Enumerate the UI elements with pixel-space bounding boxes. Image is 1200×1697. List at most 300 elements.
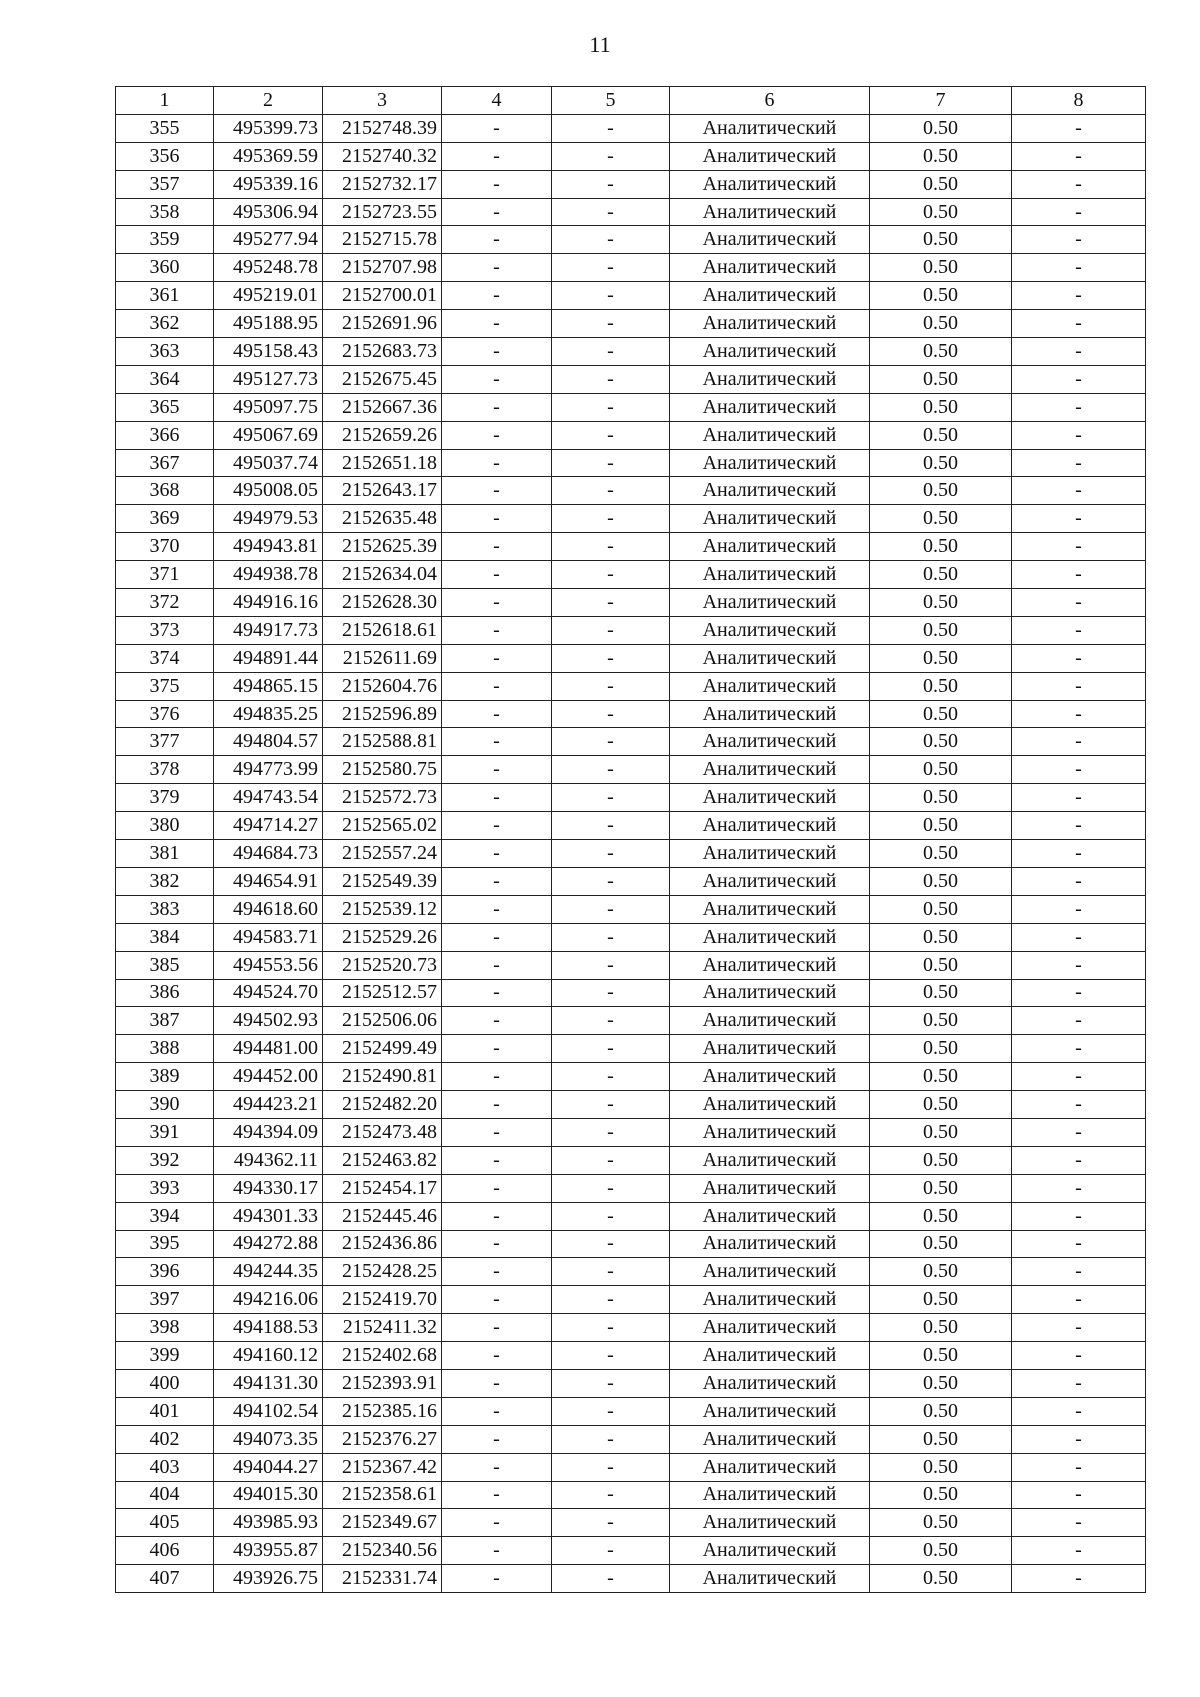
table-cell: - bbox=[1012, 1453, 1146, 1481]
table-cell: 385 bbox=[116, 951, 214, 979]
table-cell: - bbox=[442, 728, 552, 756]
table-cell: 390 bbox=[116, 1091, 214, 1119]
table-cell: - bbox=[552, 1230, 670, 1258]
table-cell: - bbox=[552, 812, 670, 840]
table-cell: Аналитический bbox=[670, 421, 870, 449]
table-cell: 494481.00 bbox=[214, 1035, 323, 1063]
table-row bbox=[116, 561, 1146, 589]
table-cell: 392 bbox=[116, 1146, 214, 1174]
table-cell: 2152635.48 bbox=[323, 505, 442, 533]
table-cell: - bbox=[552, 1007, 670, 1035]
table-cell: Аналитический bbox=[670, 895, 870, 923]
table-header-row bbox=[116, 87, 1146, 115]
table-cell: Аналитический bbox=[670, 1286, 870, 1314]
table-cell: 494684.73 bbox=[214, 840, 323, 868]
table-cell: Аналитический bbox=[670, 1342, 870, 1370]
table-cell: - bbox=[552, 895, 670, 923]
table-cell: 495188.95 bbox=[214, 310, 323, 338]
table-cell: - bbox=[442, 1035, 552, 1063]
table-cell: - bbox=[1012, 812, 1146, 840]
table-cell: - bbox=[1012, 393, 1146, 421]
table-cell: 375 bbox=[116, 672, 214, 700]
table-cell: - bbox=[442, 1537, 552, 1565]
table-cell: - bbox=[552, 393, 670, 421]
table-cell: Аналитический bbox=[670, 1007, 870, 1035]
table-cell: 2152707.98 bbox=[323, 254, 442, 282]
table-cell: - bbox=[442, 1258, 552, 1286]
table-cell: Аналитический bbox=[670, 1063, 870, 1091]
table-cell: - bbox=[1012, 282, 1146, 310]
table-cell: 494160.12 bbox=[214, 1342, 323, 1370]
table-cell: - bbox=[1012, 505, 1146, 533]
table-row bbox=[116, 226, 1146, 254]
table-cell: Аналитический bbox=[670, 923, 870, 951]
table-row bbox=[116, 784, 1146, 812]
table-cell: Аналитический bbox=[670, 1369, 870, 1397]
table-cell: - bbox=[552, 840, 670, 868]
table-cell: 0.50 bbox=[870, 1007, 1012, 1035]
table-cell: Аналитический bbox=[670, 393, 870, 421]
table-cell: - bbox=[552, 1342, 670, 1370]
table-cell: - bbox=[1012, 254, 1146, 282]
table-cell: - bbox=[1012, 142, 1146, 170]
table-cell: 2152667.36 bbox=[323, 393, 442, 421]
table-cell: 0.50 bbox=[870, 589, 1012, 617]
table-cell: 2152419.70 bbox=[323, 1286, 442, 1314]
table-cell: Аналитический bbox=[670, 170, 870, 198]
table-cell: 494362.11 bbox=[214, 1146, 323, 1174]
table-cell: 0.50 bbox=[870, 1174, 1012, 1202]
table-cell: 2152557.24 bbox=[323, 840, 442, 868]
table-cell: 357 bbox=[116, 170, 214, 198]
table-cell: - bbox=[442, 1342, 552, 1370]
table-cell: - bbox=[442, 338, 552, 366]
table-cell: 495037.74 bbox=[214, 449, 323, 477]
table-cell: - bbox=[442, 895, 552, 923]
table-cell: 0.50 bbox=[870, 310, 1012, 338]
table-cell: 2152385.16 bbox=[323, 1397, 442, 1425]
table-cell: - bbox=[442, 616, 552, 644]
table-cell: 2152659.26 bbox=[323, 421, 442, 449]
table-cell: 0.50 bbox=[870, 338, 1012, 366]
table-cell: 2152428.25 bbox=[323, 1258, 442, 1286]
table-cell: - bbox=[1012, 672, 1146, 700]
table-cell: 404 bbox=[116, 1481, 214, 1509]
table-cell: 405 bbox=[116, 1509, 214, 1537]
table-cell: 400 bbox=[116, 1369, 214, 1397]
table-cell: - bbox=[552, 700, 670, 728]
table-cell: Аналитический bbox=[670, 867, 870, 895]
table-cell: 494272.88 bbox=[214, 1230, 323, 1258]
table-cell: - bbox=[442, 867, 552, 895]
table-cell: 403 bbox=[116, 1453, 214, 1481]
table-cell: 374 bbox=[116, 644, 214, 672]
table-cell: - bbox=[552, 421, 670, 449]
table-cell: 0.50 bbox=[870, 840, 1012, 868]
table-cell: 358 bbox=[116, 198, 214, 226]
table-cell: - bbox=[552, 1258, 670, 1286]
table-cell: 2152732.17 bbox=[323, 170, 442, 198]
table-cell: - bbox=[552, 477, 670, 505]
table-cell: 0.50 bbox=[870, 895, 1012, 923]
table-cell: - bbox=[552, 1314, 670, 1342]
table-cell: Аналитический bbox=[670, 114, 870, 142]
table-cell: - bbox=[442, 1369, 552, 1397]
table-cell: Аналитический bbox=[670, 365, 870, 393]
table-cell: - bbox=[1012, 533, 1146, 561]
table-row bbox=[116, 1565, 1146, 1593]
table-cell: 367 bbox=[116, 449, 214, 477]
table-cell: - bbox=[442, 1202, 552, 1230]
table-row bbox=[116, 477, 1146, 505]
table-cell: 384 bbox=[116, 923, 214, 951]
table-cell: Аналитический bbox=[670, 1565, 870, 1593]
table-cell: 2152596.89 bbox=[323, 700, 442, 728]
table-cell: 381 bbox=[116, 840, 214, 868]
column-header: 3 bbox=[323, 87, 442, 115]
table-cell: 0.50 bbox=[870, 365, 1012, 393]
table-cell: 402 bbox=[116, 1425, 214, 1453]
table-cell: - bbox=[552, 1063, 670, 1091]
table-cell: - bbox=[442, 505, 552, 533]
table-cell: - bbox=[442, 1007, 552, 1035]
table-cell: - bbox=[442, 756, 552, 784]
table-cell: 362 bbox=[116, 310, 214, 338]
table-cell: 495097.75 bbox=[214, 393, 323, 421]
table-cell: 0.50 bbox=[870, 1118, 1012, 1146]
table-cell: - bbox=[442, 393, 552, 421]
table-cell: 0.50 bbox=[870, 449, 1012, 477]
table-cell: 2152625.39 bbox=[323, 533, 442, 561]
table-row bbox=[116, 840, 1146, 868]
table-row bbox=[116, 254, 1146, 282]
table-cell: 0.50 bbox=[870, 923, 1012, 951]
table-row bbox=[116, 198, 1146, 226]
table-cell: 495339.16 bbox=[214, 170, 323, 198]
table-cell: 2152499.49 bbox=[323, 1035, 442, 1063]
table-cell: - bbox=[1012, 1565, 1146, 1593]
table-cell: 364 bbox=[116, 365, 214, 393]
table-cell: 0.50 bbox=[870, 644, 1012, 672]
table-cell: 2152628.30 bbox=[323, 589, 442, 617]
table-cell: 494524.70 bbox=[214, 979, 323, 1007]
table-cell: - bbox=[1012, 561, 1146, 589]
table-cell: 370 bbox=[116, 533, 214, 561]
table-cell: - bbox=[442, 700, 552, 728]
table-cell: - bbox=[1012, 477, 1146, 505]
table-cell: 494891.44 bbox=[214, 644, 323, 672]
table-cell: 2152473.48 bbox=[323, 1118, 442, 1146]
table-cell: - bbox=[442, 1481, 552, 1509]
table-cell: - bbox=[1012, 365, 1146, 393]
table-cell: 494835.25 bbox=[214, 700, 323, 728]
table-cell: 494015.30 bbox=[214, 1481, 323, 1509]
table-cell: - bbox=[442, 979, 552, 1007]
table-cell: 2152482.20 bbox=[323, 1091, 442, 1119]
table-cell: - bbox=[1012, 589, 1146, 617]
table-cell: - bbox=[442, 1314, 552, 1342]
table-cell: 0.50 bbox=[870, 1509, 1012, 1537]
table-cell: - bbox=[442, 421, 552, 449]
page-number: 11 bbox=[589, 32, 611, 57]
table-cell: Аналитический bbox=[670, 951, 870, 979]
table-cell: 377 bbox=[116, 728, 214, 756]
table-cell: 495219.01 bbox=[214, 282, 323, 310]
table-cell: - bbox=[1012, 867, 1146, 895]
table-cell: - bbox=[442, 672, 552, 700]
table-cell: 2152700.01 bbox=[323, 282, 442, 310]
table-cell: 0.50 bbox=[870, 142, 1012, 170]
table-cell: - bbox=[552, 254, 670, 282]
table-row bbox=[116, 142, 1146, 170]
table-cell: 495127.73 bbox=[214, 365, 323, 393]
table-row bbox=[116, 1537, 1146, 1565]
table-cell: 494583.71 bbox=[214, 923, 323, 951]
table-cell: - bbox=[552, 644, 670, 672]
table-cell: - bbox=[1012, 1202, 1146, 1230]
table-cell: 494073.35 bbox=[214, 1425, 323, 1453]
column-header: 4 bbox=[442, 87, 552, 115]
table-cell: - bbox=[442, 1565, 552, 1593]
table-cell: - bbox=[442, 784, 552, 812]
table-cell: 494330.17 bbox=[214, 1174, 323, 1202]
table-cell: 398 bbox=[116, 1314, 214, 1342]
table-row bbox=[116, 365, 1146, 393]
table-cell: Аналитический bbox=[670, 672, 870, 700]
table-cell: 2152520.73 bbox=[323, 951, 442, 979]
table-cell: 0.50 bbox=[870, 1453, 1012, 1481]
table-cell: 494244.35 bbox=[214, 1258, 323, 1286]
table-cell: 0.50 bbox=[870, 1202, 1012, 1230]
table-cell: - bbox=[442, 114, 552, 142]
table-cell: Аналитический bbox=[670, 533, 870, 561]
table-body bbox=[116, 114, 1146, 1592]
table-cell: - bbox=[552, 505, 670, 533]
table-cell: 494714.27 bbox=[214, 812, 323, 840]
table-cell: - bbox=[552, 756, 670, 784]
table-cell: - bbox=[442, 365, 552, 393]
table-cell: 0.50 bbox=[870, 505, 1012, 533]
table-cell: 376 bbox=[116, 700, 214, 728]
table-cell: - bbox=[1012, 784, 1146, 812]
table-cell: 0.50 bbox=[870, 1286, 1012, 1314]
table-cell: - bbox=[552, 1481, 670, 1509]
table-cell: - bbox=[552, 338, 670, 366]
table-cell: 495158.43 bbox=[214, 338, 323, 366]
table-cell: - bbox=[552, 1425, 670, 1453]
table-cell: 2152611.69 bbox=[323, 644, 442, 672]
table-cell: 399 bbox=[116, 1342, 214, 1370]
table-cell: 494502.93 bbox=[214, 1007, 323, 1035]
table-cell: - bbox=[552, 1369, 670, 1397]
table-cell: 2152740.32 bbox=[323, 142, 442, 170]
table-cell: 494938.78 bbox=[214, 561, 323, 589]
table-cell: - bbox=[442, 310, 552, 338]
table-cell: - bbox=[1012, 1007, 1146, 1035]
table-cell: - bbox=[442, 533, 552, 561]
table-cell: 494131.30 bbox=[214, 1369, 323, 1397]
table-row bbox=[116, 616, 1146, 644]
table-cell: 495277.94 bbox=[214, 226, 323, 254]
table-cell: Аналитический bbox=[670, 142, 870, 170]
table-row bbox=[116, 1202, 1146, 1230]
table-cell: 379 bbox=[116, 784, 214, 812]
table-row bbox=[116, 979, 1146, 1007]
table-cell: 2152436.86 bbox=[323, 1230, 442, 1258]
table-cell: 387 bbox=[116, 1007, 214, 1035]
table-cell: Аналитический bbox=[670, 644, 870, 672]
table-cell: 2152506.06 bbox=[323, 1007, 442, 1035]
table-cell: - bbox=[552, 728, 670, 756]
table-cell: 2152402.68 bbox=[323, 1342, 442, 1370]
table-cell: Аналитический bbox=[670, 254, 870, 282]
table-row bbox=[116, 812, 1146, 840]
column-header: 2 bbox=[214, 87, 323, 115]
table-cell: 494773.99 bbox=[214, 756, 323, 784]
table-cell: 0.50 bbox=[870, 1035, 1012, 1063]
table-cell: - bbox=[552, 449, 670, 477]
table-cell: 356 bbox=[116, 142, 214, 170]
table-cell: Аналитический bbox=[670, 1314, 870, 1342]
table-cell: 0.50 bbox=[870, 226, 1012, 254]
table-cell: 494618.60 bbox=[214, 895, 323, 923]
table-cell: - bbox=[1012, 449, 1146, 477]
table-cell: 2152367.42 bbox=[323, 1453, 442, 1481]
table-cell: 0.50 bbox=[870, 1537, 1012, 1565]
table-cell: 2152445.46 bbox=[323, 1202, 442, 1230]
table-cell: 407 bbox=[116, 1565, 214, 1593]
table-cell: - bbox=[552, 672, 670, 700]
table-cell: - bbox=[552, 1091, 670, 1119]
table-cell: 0.50 bbox=[870, 672, 1012, 700]
table-cell: 494452.00 bbox=[214, 1063, 323, 1091]
table-cell: - bbox=[1012, 644, 1146, 672]
table-cell: 393 bbox=[116, 1174, 214, 1202]
table-cell: 494301.33 bbox=[214, 1202, 323, 1230]
table-cell: - bbox=[552, 1397, 670, 1425]
table-cell: - bbox=[1012, 951, 1146, 979]
table-cell: Аналитический bbox=[670, 226, 870, 254]
table-cell: Аналитический bbox=[670, 1091, 870, 1119]
table-cell: Аналитический bbox=[670, 700, 870, 728]
table-cell: 494394.09 bbox=[214, 1118, 323, 1146]
table-cell: - bbox=[442, 1146, 552, 1174]
table-row bbox=[116, 756, 1146, 784]
table-cell: 2152411.32 bbox=[323, 1314, 442, 1342]
table-cell: - bbox=[442, 226, 552, 254]
table-cell: - bbox=[1012, 1369, 1146, 1397]
table-cell: 0.50 bbox=[870, 812, 1012, 840]
table-cell: - bbox=[1012, 1174, 1146, 1202]
table-cell: 2152565.02 bbox=[323, 812, 442, 840]
table-cell: - bbox=[1012, 1063, 1146, 1091]
table-cell: - bbox=[1012, 1314, 1146, 1342]
table-cell: 0.50 bbox=[870, 170, 1012, 198]
table-cell: 0.50 bbox=[870, 393, 1012, 421]
table-cell: 395 bbox=[116, 1230, 214, 1258]
table-row bbox=[116, 1118, 1146, 1146]
table-cell: - bbox=[442, 477, 552, 505]
table-cell: - bbox=[1012, 338, 1146, 366]
table-cell: 368 bbox=[116, 477, 214, 505]
table-cell: - bbox=[1012, 728, 1146, 756]
table-cell: 378 bbox=[116, 756, 214, 784]
table-cell: 2152349.67 bbox=[323, 1509, 442, 1537]
table-cell: 0.50 bbox=[870, 700, 1012, 728]
table-row bbox=[116, 310, 1146, 338]
table-cell: - bbox=[442, 282, 552, 310]
table-cell: 493985.93 bbox=[214, 1509, 323, 1537]
table-cell: - bbox=[442, 1397, 552, 1425]
table-row bbox=[116, 1007, 1146, 1035]
table-cell: 2152331.74 bbox=[323, 1565, 442, 1593]
table-cell: 2152340.56 bbox=[323, 1537, 442, 1565]
table-cell: Аналитический bbox=[670, 1035, 870, 1063]
table-cell: 494917.73 bbox=[214, 616, 323, 644]
table-cell: 2152512.57 bbox=[323, 979, 442, 1007]
table-cell: 371 bbox=[116, 561, 214, 589]
table-row bbox=[116, 951, 1146, 979]
table-cell: 0.50 bbox=[870, 1314, 1012, 1342]
table-cell: - bbox=[1012, 1230, 1146, 1258]
table-cell: 494743.54 bbox=[214, 784, 323, 812]
table-cell: - bbox=[1012, 1146, 1146, 1174]
table-cell: 2152588.81 bbox=[323, 728, 442, 756]
table-cell: 0.50 bbox=[870, 1342, 1012, 1370]
table-cell: - bbox=[552, 1453, 670, 1481]
table-row bbox=[116, 728, 1146, 756]
table-cell: - bbox=[552, 1286, 670, 1314]
table-cell: - bbox=[1012, 895, 1146, 923]
table-cell: 495306.94 bbox=[214, 198, 323, 226]
column-header: 7 bbox=[870, 87, 1012, 115]
table-cell: 360 bbox=[116, 254, 214, 282]
table-cell: Аналитический bbox=[670, 840, 870, 868]
table-cell: Аналитический bbox=[670, 756, 870, 784]
table-cell: 394 bbox=[116, 1202, 214, 1230]
table-cell: - bbox=[552, 923, 670, 951]
table-row bbox=[116, 895, 1146, 923]
table-cell: 0.50 bbox=[870, 784, 1012, 812]
table-cell: - bbox=[552, 1035, 670, 1063]
table-cell: 494553.56 bbox=[214, 951, 323, 979]
table-cell: Аналитический bbox=[670, 589, 870, 617]
table-cell: - bbox=[1012, 1118, 1146, 1146]
table-cell: 2152539.12 bbox=[323, 895, 442, 923]
table-row bbox=[116, 1035, 1146, 1063]
table-cell: 0.50 bbox=[870, 114, 1012, 142]
table-cell: 0.50 bbox=[870, 1425, 1012, 1453]
table-cell: Аналитический bbox=[670, 979, 870, 1007]
table-row bbox=[116, 282, 1146, 310]
table-cell: Аналитический bbox=[670, 1425, 870, 1453]
table-cell: 0.50 bbox=[870, 254, 1012, 282]
table-cell: 0.50 bbox=[870, 1230, 1012, 1258]
table-row bbox=[116, 1230, 1146, 1258]
table-cell: - bbox=[1012, 616, 1146, 644]
table-cell: - bbox=[442, 1230, 552, 1258]
table-cell: 0.50 bbox=[870, 1258, 1012, 1286]
table-row bbox=[116, 1091, 1146, 1119]
table-cell: - bbox=[442, 1425, 552, 1453]
table-cell: Аналитический bbox=[670, 1509, 870, 1537]
table-cell: - bbox=[442, 644, 552, 672]
table-cell: 0.50 bbox=[870, 616, 1012, 644]
table-cell: 2152358.61 bbox=[323, 1481, 442, 1509]
table-cell: - bbox=[1012, 923, 1146, 951]
table-cell: Аналитический bbox=[670, 728, 870, 756]
table-cell: 0.50 bbox=[870, 421, 1012, 449]
